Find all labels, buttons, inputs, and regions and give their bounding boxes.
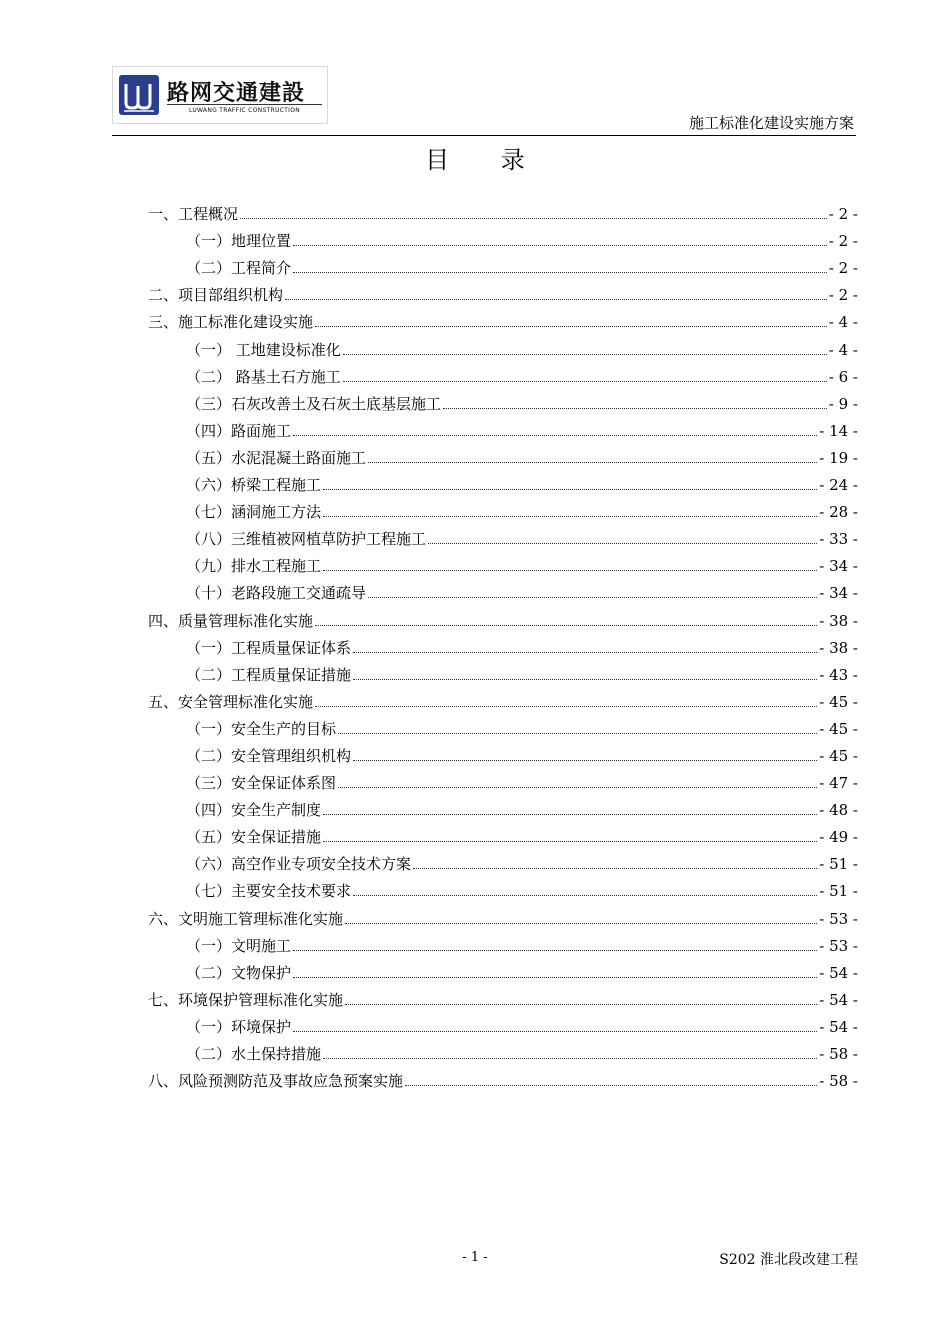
toc-entry-page: - 2 -: [828, 286, 858, 305]
toc-entry-title: 七、环境保护管理标准化实施: [148, 990, 344, 1009]
toc-entry-title: 三、施工标准化建设实施: [148, 313, 314, 332]
toc-entry-title: （二）工程质量保证措施: [186, 665, 352, 684]
toc-leader-dots: [285, 298, 827, 300]
toc-entry[interactable]: [148, 657, 858, 684]
toc-entry-page: - 54 -: [819, 963, 858, 982]
toc-leader-dots: [343, 380, 827, 382]
toc-entry[interactable]: [148, 440, 858, 467]
toc-entry[interactable]: [148, 331, 858, 358]
toc-leader-dots: [323, 515, 817, 517]
toc-leader-dots: [323, 488, 817, 490]
toc-entry-title: （六）高空作业专项安全技术方案: [186, 855, 412, 874]
toc-entry-title: 二、项目部组织机构: [148, 286, 284, 305]
toc-entry-page: - 53 -: [819, 909, 858, 928]
toc-entry-title: （二）文物保护: [186, 963, 292, 982]
toc-entry[interactable]: [148, 1036, 858, 1063]
toc-entry-page: - 28 -: [819, 503, 858, 522]
toc-entry-title: （一）环境保护: [186, 1017, 292, 1036]
toc-entry-title: （一）文明施工: [186, 936, 292, 955]
toc-leader-dots: [343, 353, 827, 355]
toc-leader-dots: [323, 1057, 817, 1059]
toc-entry-title: （五）水泥混凝土路面施工: [186, 448, 367, 467]
toc-entry[interactable]: [148, 982, 858, 1009]
toc-entry[interactable]: [148, 928, 858, 955]
toc-entry-title: 四、质量管理标准化实施: [148, 611, 314, 630]
toc-entry[interactable]: [148, 873, 858, 900]
toc-entry[interactable]: [148, 548, 858, 575]
toc-entry-page: - 45 -: [819, 719, 858, 738]
toc-entry-title: （七）主要安全技术要求: [186, 882, 352, 901]
toc-entry-page: - 19 -: [819, 448, 858, 467]
toc-entry-title: （二）安全管理组织机构: [186, 746, 352, 765]
toc-entry[interactable]: [148, 846, 858, 873]
toc-entry-page: - 54 -: [819, 990, 858, 1009]
toc-leader-dots: [293, 1030, 817, 1032]
logo-company-subtitle: LUWANG TRAFFIC CONSTRUCTION: [167, 104, 322, 114]
toc-entry[interactable]: [148, 196, 858, 223]
toc-entry-title: 八、风险预测防范及事故应急预案实施: [148, 1072, 404, 1091]
toc-entry[interactable]: [148, 413, 858, 440]
toc-entry[interactable]: [148, 630, 858, 657]
toc-entry-page: - 2 -: [828, 205, 858, 224]
toc-entry-page: - 24 -: [819, 476, 858, 495]
toc-entry-title: （一）工程质量保证体系: [186, 638, 352, 657]
toc-entry[interactable]: [148, 223, 858, 250]
toc-entry-page: - 43 -: [819, 665, 858, 684]
toc-entry[interactable]: [148, 386, 858, 413]
toc-entry-page: - 34 -: [819, 557, 858, 576]
toc-leader-dots: [240, 217, 827, 219]
document-header-title: 施工标准化建设实施方案: [688, 114, 854, 132]
footer-project-name: S202 淮北段改建工程: [719, 1252, 858, 1268]
toc-entry-page: - 4 -: [828, 340, 858, 359]
toc-entry-page: - 34 -: [819, 584, 858, 603]
toc-entry[interactable]: [148, 711, 858, 738]
toc-entry[interactable]: [148, 819, 858, 846]
toc-leader-dots: [323, 569, 817, 571]
toc-entry-page: - 4 -: [828, 313, 858, 332]
toc-leader-dots: [315, 624, 817, 626]
toc-entry-title: （二）水土保持措施: [186, 1045, 322, 1063]
toc-entry[interactable]: [148, 792, 858, 819]
toc-entry[interactable]: [148, 304, 858, 331]
toc-entry[interactable]: [148, 602, 858, 629]
toc-entry-title: （八）三维植被网植草防护工程施工: [186, 530, 427, 549]
toc-leader-dots: [345, 1003, 817, 1005]
toc-entry-page: - 58 -: [819, 1045, 858, 1063]
toc-entry-title: 六、文明施工管理标准化实施: [148, 909, 344, 928]
toc-entry-page: - 9 -: [828, 394, 858, 413]
toc-entry-page: - 38 -: [819, 611, 858, 630]
toc-entry-title: （十）老路段施工交通疏导: [186, 584, 367, 603]
toc-leader-dots: [405, 1084, 817, 1086]
toc-entry-page: - 45 -: [819, 692, 858, 711]
toc-entry-page: - 2 -: [828, 259, 858, 278]
toc-entry[interactable]: [148, 738, 858, 765]
header-divider: [112, 135, 856, 136]
toc-entry-page: - 2 -: [828, 232, 858, 251]
toc-entry[interactable]: [148, 467, 858, 494]
toc-leader-dots: [338, 786, 817, 788]
toc-leader-dots: [293, 244, 827, 246]
toc-entry[interactable]: [148, 575, 858, 602]
toc-leader-dots: [368, 596, 817, 598]
toc-leader-dots: [443, 407, 827, 409]
toc-leader-dots: [353, 894, 817, 896]
toc-entry[interactable]: [148, 1063, 858, 1090]
logo-company-name: 路网交通建設: [167, 81, 306, 106]
toc-entry[interactable]: [148, 1009, 858, 1036]
toc-leader-dots: [353, 651, 817, 653]
toc-leader-dots: [323, 813, 817, 815]
logo-mark-icon: [119, 75, 159, 115]
toc-entry-page: - 45 -: [819, 746, 858, 765]
toc-leader-dots: [315, 325, 827, 327]
toc-leader-dots: [315, 705, 817, 707]
toc-leader-dots: [293, 949, 817, 951]
toc-entry-page: - 54 -: [819, 1017, 858, 1036]
toc-entry-title: （九）排水工程施工: [186, 557, 322, 576]
toc-leader-dots: [338, 732, 817, 734]
toc-entry-page: - 38 -: [819, 638, 858, 657]
toc-entry[interactable]: [148, 494, 858, 521]
toc-entry[interactable]: [148, 765, 858, 792]
table-of-contents: [148, 196, 858, 1090]
toc-entry-page: - 51 -: [819, 855, 858, 874]
toc-entry-title: （一） 工地建设标准化: [186, 340, 341, 359]
toc-leader-dots: [353, 678, 817, 680]
toc-leader-dots: [345, 922, 817, 924]
toc-entry-page: - 58 -: [819, 1072, 858, 1091]
toc-entry-title: 一、工程概况: [148, 205, 239, 224]
toc-entry[interactable]: [148, 684, 858, 711]
toc-entry[interactable]: [148, 359, 858, 386]
toc-entry[interactable]: [148, 955, 858, 982]
toc-entry[interactable]: [148, 250, 858, 277]
toc-leader-dots: [428, 542, 817, 544]
toc-entry-title: （二）工程简介: [186, 259, 292, 278]
toc-entry-page: - 49 -: [819, 828, 858, 847]
toc-leader-dots: [368, 461, 817, 463]
toc-entry-title: （二） 路基土石方施工: [186, 367, 341, 386]
toc-entry[interactable]: [148, 521, 858, 548]
toc-entry-page: - 14 -: [819, 421, 858, 440]
toc-entry-title: （四）安全生产制度: [186, 801, 322, 820]
toc-heading: 目 录: [425, 146, 547, 174]
company-logo: [112, 66, 328, 124]
toc-leader-dots: [293, 434, 817, 436]
toc-entry-title: （三）石灰改善土及石灰土底基层施工: [186, 394, 442, 413]
toc-entry-title: （四）路面施工: [186, 421, 292, 440]
toc-entry-page: - 33 -: [819, 530, 858, 549]
toc-entry-title: 五、安全管理标准化实施: [148, 692, 314, 711]
toc-entry-title: （一）地理位置: [186, 232, 292, 251]
toc-entry-page: - 53 -: [819, 936, 858, 955]
toc-entry-page: - 51 -: [819, 882, 858, 901]
toc-leader-dots: [293, 976, 817, 978]
toc-entry-page: - 48 -: [819, 801, 858, 820]
toc-leader-dots: [293, 271, 827, 273]
toc-entry-page: - 47 -: [819, 774, 858, 793]
toc-leader-dots: [353, 759, 817, 761]
toc-entry-page: - 6 -: [828, 367, 858, 386]
toc-leader-dots: [323, 840, 817, 842]
toc-entry-title: （三）安全保证体系图: [186, 774, 337, 793]
toc-entry-title: （一）安全生产的目标: [186, 719, 337, 738]
toc-leader-dots: [413, 867, 817, 869]
toc-entry-title: （七）涵洞施工方法: [186, 503, 322, 522]
toc-entry-title: （五）安全保证措施: [186, 828, 322, 847]
toc-entry[interactable]: [148, 900, 858, 927]
toc-entry-title: （六）桥梁工程施工: [186, 476, 322, 495]
toc-entry[interactable]: [148, 277, 858, 304]
footer-page-number: - 1 -: [462, 1250, 488, 1265]
